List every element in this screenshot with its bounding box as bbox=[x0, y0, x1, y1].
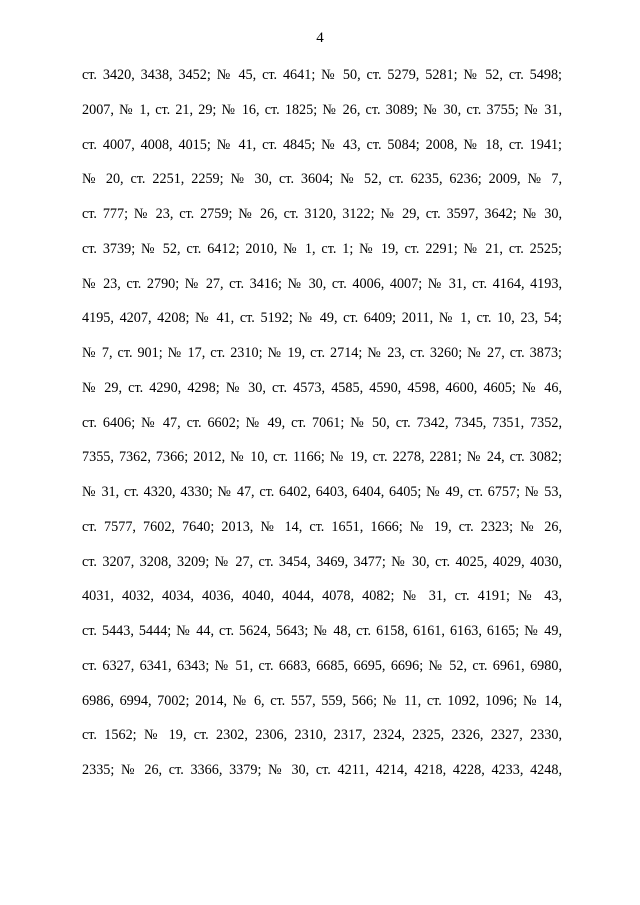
text-line: ст. 6327, 6341, 6343; № 51, ст. 6683, 6685, 6695, 6696; № 52, ст. 6961, 6980, bbox=[82, 657, 562, 674]
body-text bbox=[82, 65, 562, 795]
text-line: № 7, ст. 901; № 17, ст. 2310; № 19, ст. 2714; № 23, ст. 3260; № 27, ст. 3873; bbox=[82, 345, 562, 361]
text-line: ст. 3739; № 52, ст. 6412; 2010, № 1, ст. 1; № 19, ст. 2291; № 21, ст. 2525; bbox=[82, 240, 562, 257]
text-line: ст. 4007, 4008, 4015; № 41, ст. 4845; № 43, ст. 5084; 2008, № 18, ст. 1941; bbox=[82, 136, 562, 153]
text-line: 4195, 4207, 4208; № 41, ст. 5192; № 49, ст. 6409; 2011, № 1, ст. 10, 23, 54; bbox=[82, 310, 562, 327]
text-line: ст. 1562; № 19, ст. 2302, 2306, 2310, 2317, 2324, 2325, 2326, 2327, 2330, bbox=[82, 727, 562, 744]
text-line: 7355, 7362, 7366; 2012, № 10, ст. 1166; № 19, ст. 2278, 2281; № 24, ст. 3082; bbox=[82, 449, 562, 466]
text-line: ст. 3207, 3208, 3209; № 27, ст. 3454, 3469, 3477; № 30, ст. 4025, 4029, 4030, bbox=[82, 553, 562, 570]
text-line: ст. 777; № 23, ст. 2759; № 26, ст. 3120, 3122; № 29, ст. 3597, 3642; № 30, bbox=[82, 206, 562, 222]
text-line: 4031, 4032, 4034, 4036, 4040, 4044, 4078, 4082; № 31, ст. 4191; № 43, bbox=[82, 588, 562, 605]
page-number: 4 bbox=[316, 30, 324, 46]
text-line: № 23, ст. 2790; № 27, ст. 3416; № 30, ст. 4006, 4007; № 31, ст. 4164, 4193, bbox=[82, 275, 562, 292]
text-line: 2007, № 1, ст. 21, 29; № 16, ст. 1825; № 26, ст. 3089; № 30, ст. 3755; № 31, bbox=[82, 101, 562, 118]
text-line: 2335; № 26, ст. 3366, 3379; № 30, ст. 4211, 4214, 4218, 4228, 4233, 4248, bbox=[82, 762, 562, 778]
text-line: ст. 6406; № 47, ст. 6602; № 49, ст. 7061; № 50, ст. 7342, 7345, 7351, 7352, bbox=[82, 414, 562, 431]
text-line: № 31, ст. 4320, 4330; № 47, ст. 6402, 6403, 6404, 6405; № 49, ст. 6757; № 53, bbox=[82, 484, 562, 500]
text-line: 6986, 6994, 7002; 2014, № 6, ст. 557, 559, 566; № 11, ст. 1092, 1096; № 14, bbox=[82, 692, 562, 709]
text-line: № 20, ст. 2251, 2259; № 30, ст. 3604; № 52, ст. 6235, 6236; 2009, № 7, bbox=[82, 171, 562, 188]
text-line: № 29, ст. 4290, 4298; № 30, ст. 4573, 4585, 4590, 4598, 4600, 4605; № 46, bbox=[82, 379, 562, 396]
text-line: ст. 3420, 3438, 3452; № 45, ст. 4641; № 50, ст. 5279, 5281; № 52, ст. 5498; bbox=[82, 67, 562, 83]
text-line: ст. 5443, 5444; № 44, ст. 5624, 5643; № 48, ст. 6158, 6161, 6163, 6165; № 49, bbox=[82, 623, 562, 639]
text-line: ст. 7577, 7602, 7640; 2013, № 14, ст. 1651, 1666; № 19, ст. 2323; № 26, bbox=[82, 518, 562, 535]
